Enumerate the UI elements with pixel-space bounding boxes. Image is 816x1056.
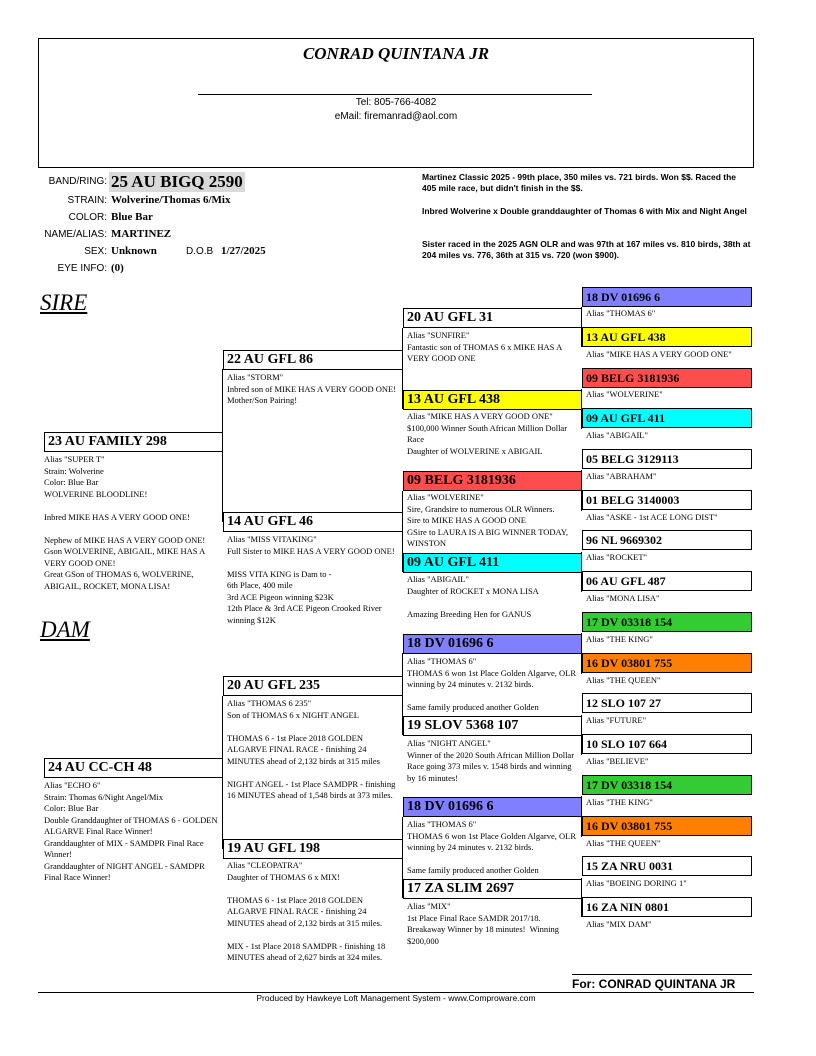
strain-label: STRAIN:: [67, 195, 107, 206]
footer-for: For: CONRAD QUINTANA JR: [572, 974, 752, 991]
sire-dam-description: Alias "MISS VITAKING" Full Sister to MIKE HAS A VERY GOOD ONE! MISS VITA KING is Dam to - 6th Place, 400 mile 3rd ACE Pigeon winning $23K 12th Place & 3rd ACE Pigeon Crooked River winning $12K: [227, 534, 395, 625]
gen4-band-16: 16 ZA NIN 0801: [582, 897, 752, 917]
gen3-description-4: Alias "ABIGAIL" Daughter of ROCKET x MONA LISA Amazing Breeding Hen for GANUS: [407, 574, 539, 619]
gen3-description-6: Alias "NIGHT ANGEL" Winner of the 2020 South African Million Dollar Race going 373 miles v. 1548 birds and winning by 16 minutes!: [407, 738, 575, 783]
gen4-alias-2: Alias "MIKE HAS A VERY GOOD ONE": [586, 349, 732, 359]
eye-label: EYE INFO:: [57, 263, 107, 274]
gen3-band-8: 17 ZA SLIM 2697: [403, 879, 582, 899]
gen4-band-2: 13 AU GFL 438: [582, 327, 752, 347]
note-3: Sister raced in the 2025 AGN OLR and was 97th at 167 miles vs. 810 birds, 38th at 204 miles vs. 776, 36th at 315 vs. 720 (won $900).: [422, 239, 751, 260]
strain-value: Wolverine/Thomas 6/Mix: [111, 194, 231, 206]
gen4-band-9: 17 DV 03318 154: [582, 612, 752, 632]
gen4-alias-6: Alias "ASKE - 1st ACE LONG DIST": [586, 512, 718, 522]
gen4-band-15: 15 ZA NRU 0031: [582, 856, 752, 876]
header-rule: [198, 94, 592, 95]
eye-value: (0): [111, 262, 124, 274]
dob-label: D.O.B: [186, 246, 214, 257]
gen4-alias-8: Alias "MONA LISA": [586, 593, 660, 603]
gen3-description-7: Alias "THOMAS 6" THOMAS 6 won 1st Place Golden Algarve, OLR winning by 24 minutes v. 2132 birds. Same family produced another Golden: [407, 819, 577, 875]
gen4-alias-16: Alias "MIX DAM": [586, 919, 652, 929]
gen4-alias-5: Alias "ABRAHAM": [586, 471, 657, 481]
sire-sire-band: 22 AU GFL 86: [223, 350, 403, 370]
note-2: Inbred Wolverine x Double granddaughter of Thomas 6 with Mix and Night Angel: [422, 206, 747, 216]
gen4-band-4: 09 AU GFL 411: [582, 408, 752, 428]
sire-sire-description: Alias "STORM" Inbred son of MIKE HAS A VERY GOOD ONE! Mother/Son Pairing!: [227, 372, 397, 405]
gen4-band-14: 16 DV 03801 755: [582, 816, 752, 836]
gen4-band-6: 01 BELG 3140003: [582, 490, 752, 510]
name-label: NAME/ALIAS:: [44, 229, 107, 240]
sire-dam-band: 14 AU GFL 46: [223, 512, 403, 532]
gen4-alias-12: Alias "BELIEVE": [586, 756, 649, 766]
note-1: Martinez Classic 2025 - 99th place, 350 miles vs. 721 birds. Won $$. Raced the 405 mile race, but didn't finish in the $$.: [422, 172, 737, 193]
dam-dam-band: 19 AU GFL 198: [223, 839, 403, 859]
sire-band: 23 AU FAMILY 298: [44, 432, 223, 452]
sire-title: SIRE: [40, 290, 88, 315]
owner-email: eMail: firemanrad@aol.com: [334, 111, 458, 122]
gen4-alias-4: Alias "ABIGAIL": [586, 430, 648, 440]
gen3-description-1: Alias "SUNFIRE" Fantastic son of THOMAS 6 x MIKE HAS A VERY GOOD ONE: [407, 330, 562, 363]
gen3-description-8: Alias "MIX" 1st Place Final Race SAMDR 2017/18. Breakaway Winner by 18 minutes! Winning $200,000: [407, 901, 559, 946]
sire-description: Alias "SUPER T" Strain: Wolverine Color: Blue Bar WOLVERINE BLOODLINE! Inbred MIKE HAS A VERY GOOD ONE! Nephew of MIKE HAS A VERY GOOD ONE! Gson WOLVERINE, ABIGAIL, MIKE HAS A VERY GOOD ONE! Great GSon of THOMAS 6, WOLVERINE, ABIGAIL, ROCKET, MONA LISA!: [44, 454, 206, 591]
gen3-description-2: Alias "MIKE HAS A VERY GOOD ONE" $100,000 Winner South African Million Dollar Race Daughter of WOLVERINE x ABIGAIL: [407, 411, 568, 456]
gen3-band-1: 20 AU GFL 31: [403, 308, 582, 328]
gen3-band-7: 18 DV 01696 6: [403, 797, 582, 817]
gen3-band-2: 13 AU GFL 438: [403, 390, 582, 410]
dam-band: 24 AU CC-CH 48: [44, 758, 223, 778]
gen3-band-4: 09 AU GFL 411: [403, 553, 582, 573]
gen3-description-5: Alias "THOMAS 6" THOMAS 6 won 1st Place Golden Algarve, OLR winning by 24 minutes v. 2132 birds. Same family produced another Golden: [407, 656, 577, 712]
owner-phone: Tel: 805-766-4082: [355, 97, 437, 108]
gen4-alias-15: Alias "BOEING DORING 1": [586, 878, 687, 888]
gen4-band-13: 17 DV 03318 154: [582, 775, 752, 795]
color-label: COLOR:: [68, 212, 107, 223]
owner-name: CONRAD QUINTANA JR: [302, 44, 490, 63]
gen4-alias-7: Alias "ROCKET": [586, 552, 648, 562]
gen4-alias-9: Alias "THE KING": [586, 634, 653, 644]
gen4-band-8: 06 AU GFL 487: [582, 571, 752, 591]
gen4-alias-3: Alias "WOLVERINE": [586, 389, 663, 399]
dam-sire-band: 20 AU GFL 235: [223, 676, 403, 696]
gen4-band-5: 05 BELG 3129113: [582, 449, 752, 469]
gen4-band-10: 16 DV 03801 755: [582, 653, 752, 673]
gen3-band-3: 09 BELG 3181936: [403, 471, 582, 491]
sex-label: SEX:: [84, 246, 107, 257]
gen4-band-3: 09 BELG 3181936: [582, 368, 752, 388]
dob-value: 1/27/2025: [221, 245, 266, 257]
gen4-band-7: 96 NL 9669302: [582, 530, 752, 550]
band-value: 25 AU BIGQ 2590: [111, 172, 243, 191]
color-value: Blue Bar: [111, 211, 153, 223]
dam-sire-description: Alias "THOMAS 6 235" Son of THOMAS 6 x NIGHT ANGEL THOMAS 6 - 1st Place 2018 GOLDEN ALGARVE FINAL RACE - finishing 24 MINUTES ahead of 2,132 birds at 315 miles NIGHT ANGEL - 1st Place SAMDPR - finishing 16 MINUTES ahead of 1,548 birds at 373 miles.: [227, 698, 396, 800]
gen3-description-3: Alias "WOLVERINE" Sire, Grandsire to numerous OLR Winners. Sire to MIKE HAS A GOOD ONE GSire to LAURA IS A BIG WINNER TODAY, WINSTON: [407, 492, 569, 548]
footer-produced: Produced by Hawkeye Loft Management System - www.Comproware.com: [256, 993, 536, 1003]
dam-dam-description: Alias "CLEOPATRA" Daughter of THOMAS 6 x MIX! THOMAS 6 - 1st Place 2018 GOLDEN ALGARVE FINAL RACE - finishing 24 MINUTES ahead of 2,132 birds at 315 miles. MIX - 1st Place 2018 SAMDPR - finishing 18 MINUTES ahead of 2,627 birds at 324 miles.: [227, 860, 386, 962]
gen4-alias-13: Alias "THE KING": [586, 797, 653, 807]
gen4-alias-11: Alias "FUTURE": [586, 715, 647, 725]
gen3-band-6: 19 SLOV 5368 107: [403, 716, 582, 736]
gen3-band-5: 18 DV 01696 6: [403, 634, 582, 654]
name-value: MARTINEZ: [111, 228, 172, 240]
gen4-band-11: 12 SLO 107 27: [582, 693, 752, 713]
band-label: BAND/RING:: [48, 176, 107, 187]
gen4-band-12: 10 SLO 107 664: [582, 734, 752, 754]
dam-description: Alias "ECHO 6" Strain: Thomas 6/Night Angel/Mix Color: Blue Bar Double Granddaughter of THOMAS 6 - GOLDEN ALGARVE Final Race Winner! Granddaughter of MIX - SAMDPR Final Race Winner! Granddaughter of NIGHT ANGEL - SAMDPR Final Race Winner!: [44, 780, 218, 882]
gen4-alias-14: Alias "THE QUEEN": [586, 838, 661, 848]
gen4-alias-1: Alias "THOMAS 6": [586, 308, 656, 318]
dam-title: DAM: [40, 617, 90, 642]
gen4-band-1: 18 DV 01696 6: [582, 287, 752, 307]
sex-value: Unknown: [111, 245, 157, 257]
gen4-alias-10: Alias "THE QUEEN": [586, 675, 661, 685]
